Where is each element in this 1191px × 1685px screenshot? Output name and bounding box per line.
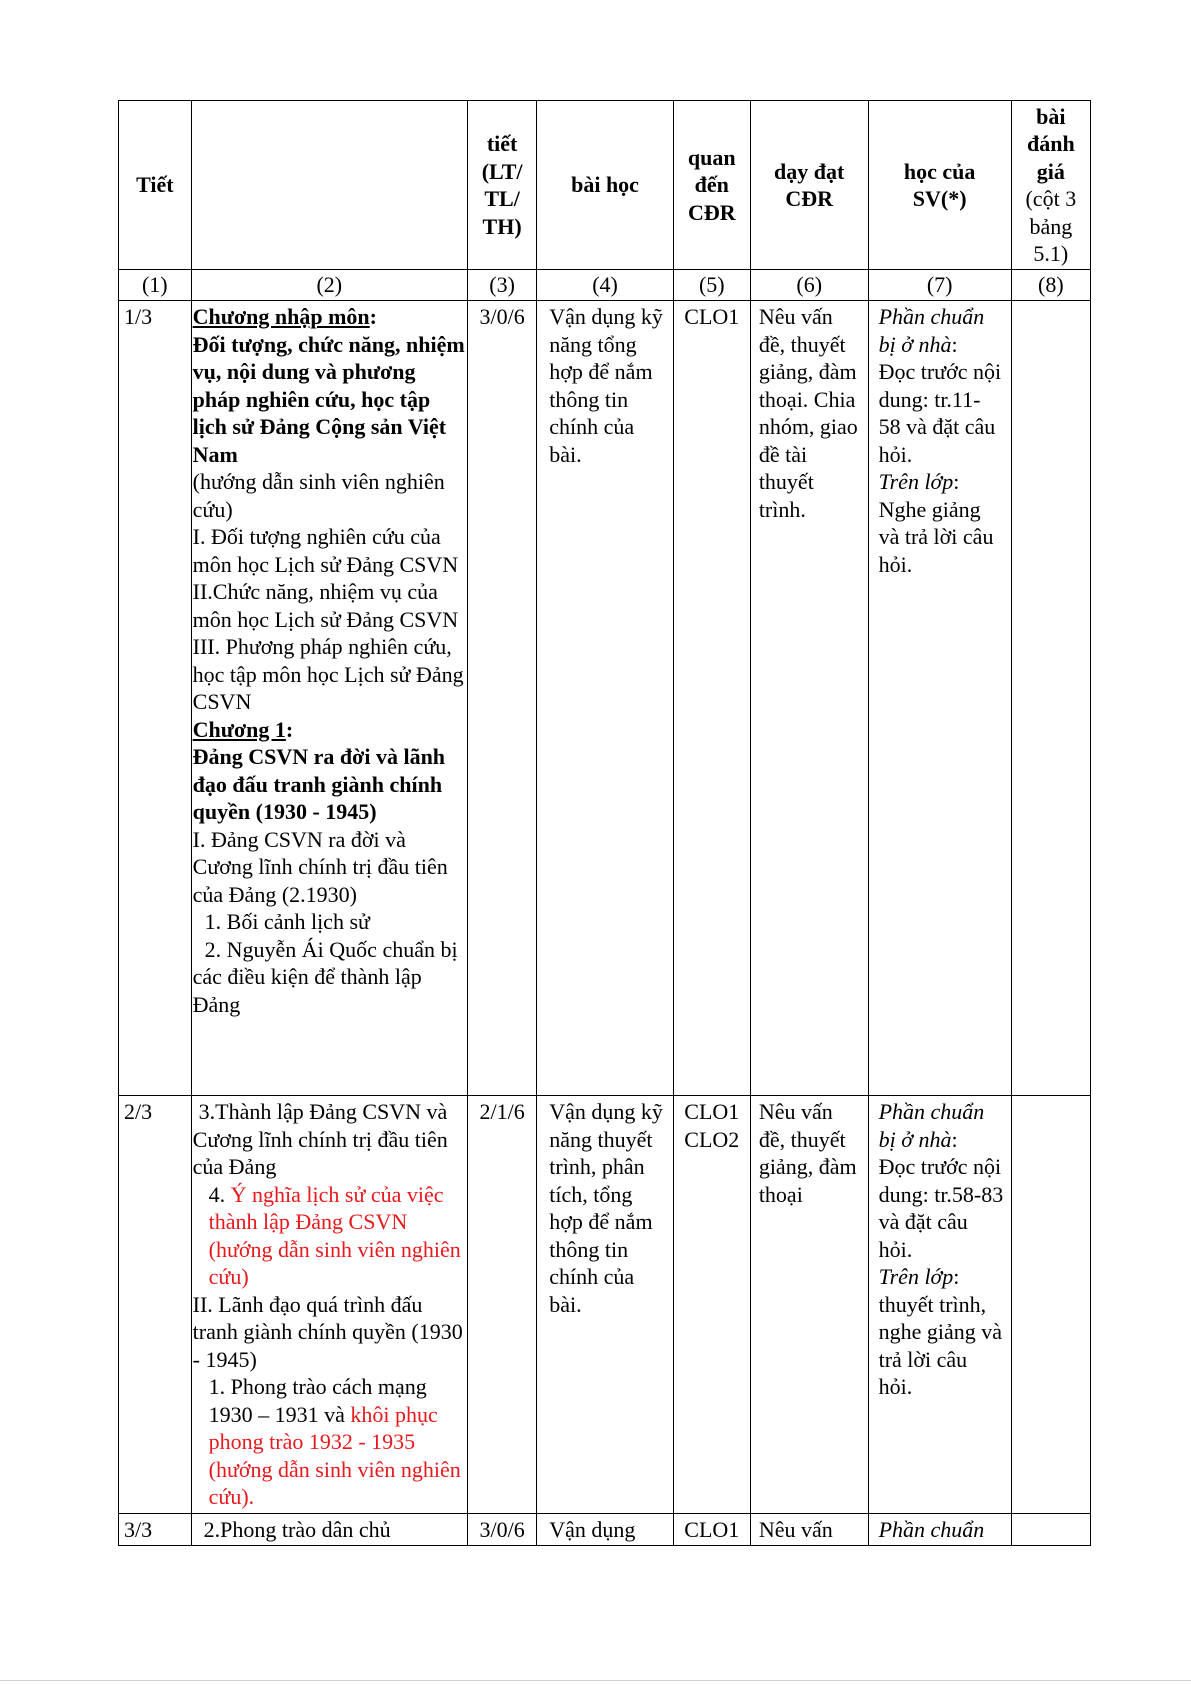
- table-row: [119, 1513, 1091, 1546]
- tiet-cell: 2/3: [119, 1096, 192, 1514]
- assess-cell: [1011, 301, 1090, 1096]
- header-row: [119, 101, 1091, 270]
- col-number: (8): [1011, 270, 1090, 301]
- method-cell: Nêu vấn đề, thuyết giảng, đàm thoại: [750, 1096, 868, 1514]
- content-item: I. Đối tượng nghiên cứu của môn học Lịch sử Đảng CSVN: [192, 524, 459, 577]
- clo-cell: CLO1: [673, 301, 750, 1096]
- method-cell: Nêu vấn đề, thuyết giảng, đàm thoại. Chia nhóm, giao đề tài thuyết trình.: [750, 301, 868, 1096]
- header-study: học của SV(*): [868, 101, 1011, 270]
- col-number: (3): [467, 270, 536, 301]
- col-number: (2): [191, 270, 467, 301]
- col-number: (1): [119, 270, 192, 301]
- chapter-intro-label: Chương nhập môn: [192, 304, 370, 329]
- table-row: [119, 1096, 1091, 1514]
- content-item: 2. Nguyễn Ái Quốc chuẩn bị các điều kiện để thành lập Đảng: [192, 936, 458, 1017]
- content-item: 4. Ý nghĩa lịch sử của việc thành lập Đảng CSVN (hướng dẫn sinh viên nghiên cứu): [208, 1181, 461, 1289]
- assess-cell: [1011, 1096, 1090, 1514]
- chapter-1-title: Đảng CSVN ra đời và lãnh đạo đấu tranh giành chính quyền (1930 - 1945): [192, 744, 446, 824]
- content-item: II. Lãnh đạo quá trình đấu tranh giành chính quyền (1930 - 1945): [192, 1291, 463, 1372]
- content-cell: Chương nhập môn: Đối tượng, chức năng, nhiệm vụ, nội dung và phương pháp nghiên cứu, học tập lịch sử Đảng Cộng sản Việt Nam (hướng dẫn sinh viên nghiên cứu) I. Đối tượng nghiên cứu của môn học Lịch sử Đảng CSVN II.Chức năng, nhiệm vụ của môn học Lịch sử Đảng CSVN III. Phương pháp nghiên cứu, học tập môn học Lịch sử Đảng CSVN Chương 1: Đảng CSVN ra đời và lãnh đạo đấu tranh giành chính quyền (1930 - 1945) I. Đảng CSVN ra đời và Cương lĩnh chính trị đầu tiên của Đảng (2.1930) 1. Bối cảnh lịch sử 2. Nguyễn Ái Quốc chuẩn bị các điều kiện để thành lập Đảng: [191, 301, 467, 1096]
- clo-cell: CLO1 CLO2: [673, 1096, 750, 1514]
- content-cell: [191, 1096, 467, 1514]
- hours-cell: 3/0/6: [467, 301, 536, 1096]
- header-method: dạy đạt CĐR: [750, 101, 868, 270]
- content-item: 3.Thành lập Đảng CSVN và Cương lĩnh chính trị đầu tiên của Đảng: [192, 1099, 448, 1179]
- header-assess: bài đánh giá (cột 3 bảng 5.1): [1011, 101, 1090, 270]
- study-cell: Phần chuẩn: [868, 1513, 1011, 1546]
- header-hours: tiết (LT/ TL/ TH): [467, 101, 536, 270]
- clo-cell: CLO1: [673, 1513, 750, 1546]
- syllabus-table: [118, 100, 1091, 1546]
- content-item: III. Phương pháp nghiên cứu, học tập môn học Lịch sử Đảng CSVN: [192, 634, 464, 714]
- lesson-cell: Vận dụng kỹ năng tổng hợp để nắm thông tin chính của bài.: [537, 301, 673, 1096]
- tiet-cell: 1/3: [119, 301, 192, 1096]
- col-number: (7): [868, 270, 1011, 301]
- lesson-cell: Vận dụng kỹ năng thuyết trình, phân tích, tổng hợp để nắm thông tin chính của bài.: [537, 1096, 673, 1514]
- col-number: (5): [673, 270, 750, 301]
- content-item: II.Chức năng, nhiệm vụ của môn học Lịch sử Đảng CSVN: [192, 579, 459, 632]
- assess-cell: [1011, 1513, 1090, 1546]
- study-cell: Phần chuẩn bị ở nhà: Đọc trước nội dung: tr.58-83 và đặt câu hỏi. Trên lớp: thuyết trình, nghe giảng và trả lời câu hỏi.: [868, 1096, 1011, 1514]
- content-item: I. Đảng CSVN ra đời và Cương lĩnh chính trị đầu tiên của Đảng (2.1930): [192, 826, 448, 907]
- tiet-cell: 3/3: [119, 1513, 192, 1546]
- study-cell: Phần chuẩn bị ở nhà: Đọc trước nội dung: tr.11- 58 và đặt câu hỏi. Trên lớp: Nghe giảng và trả lời câu hỏi.: [868, 301, 1011, 1096]
- chapter-intro-note: (hướng dẫn sinh viên nghiên cứu): [192, 469, 445, 522]
- method-cell: Nêu vấn: [750, 1513, 868, 1546]
- page-bottom-divider: [0, 1680, 1191, 1681]
- col-number: (4): [537, 270, 673, 301]
- content-item: 1. Bối cảnh lịch sử: [204, 909, 370, 934]
- lesson-cell: Vận dụng: [537, 1513, 673, 1546]
- col-number: (6): [750, 270, 868, 301]
- header-lesson: bài học: [537, 101, 673, 270]
- chapter-1-label: Chương 1: [192, 716, 286, 742]
- chapter-intro-title: Đối tượng, chức năng, nhiệm vụ, nội dung và phương pháp nghiên cứu, học tập lịch sử Đảng Cộng sản Việt Nam: [192, 331, 465, 467]
- content-cell: 2.Phong trào dân chủ: [191, 1513, 467, 1546]
- column-number-row: [119, 270, 1091, 301]
- header-clo: quan đến CĐR: [673, 101, 750, 270]
- hours-cell: 2/1/6: [467, 1096, 536, 1514]
- content-item: 1. Phong trào cách mạng 1930 – 1931 và khôi phục phong trào 1932 - 1935 (hướng dẫn sinh viên nghiên cứu).: [208, 1374, 461, 1509]
- table-row: [119, 301, 1091, 1096]
- hours-cell: 3/0/6: [467, 1513, 536, 1546]
- header-content: [191, 101, 467, 270]
- header-tiet: Tiết: [119, 101, 192, 270]
